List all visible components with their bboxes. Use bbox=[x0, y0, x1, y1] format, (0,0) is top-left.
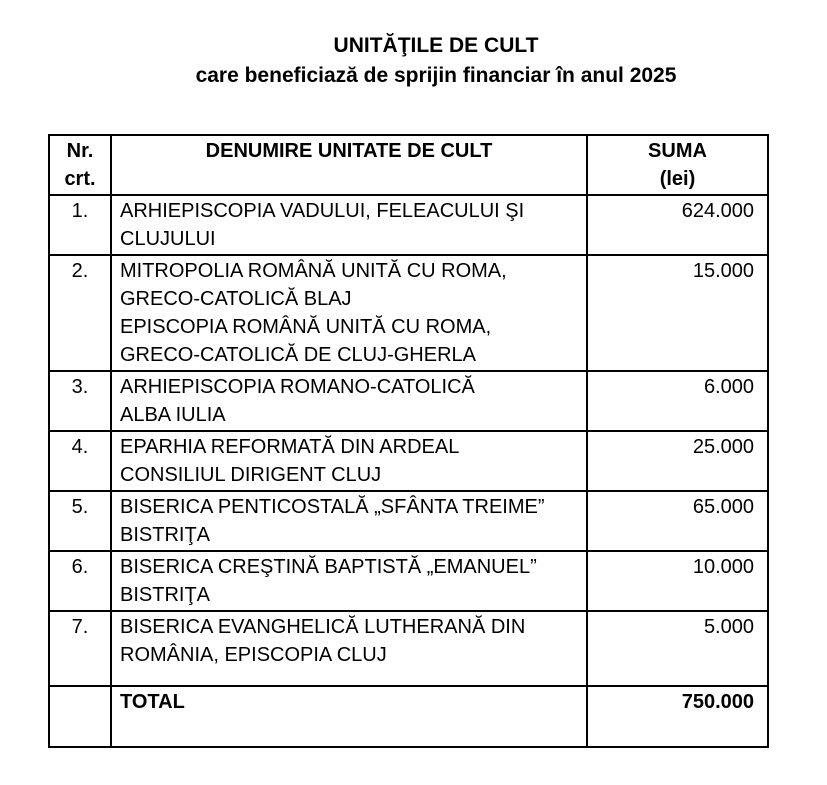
amount-cell: 624.000 bbox=[587, 195, 768, 255]
row-number-cell: 4. bbox=[49, 431, 111, 491]
header-nr-line-2: crt. bbox=[64, 168, 96, 190]
unit-name-line: ARHIEPISCOPIA VADULUI, FELEACULUI ŞI bbox=[120, 200, 525, 222]
table-row bbox=[49, 371, 768, 431]
amount-cell: 10.000 bbox=[587, 551, 768, 611]
unit-name-cell bbox=[111, 491, 587, 551]
unit-name-cell bbox=[111, 195, 587, 255]
unit-name-line: BISERICA PENTICOSTALĂ „SFÂNTA TREIME” bbox=[120, 496, 545, 518]
row-number-cell: 7. bbox=[49, 611, 111, 686]
unit-name-line: GRECO-CATOLICĂ BLAJ bbox=[120, 288, 352, 310]
title-line-1: UNITĂŢILE DE CULT bbox=[333, 34, 539, 57]
table-row bbox=[49, 491, 768, 551]
table-row bbox=[49, 611, 768, 686]
unit-name-line: GRECO-CATOLICĂ DE CLUJ-GHERLA bbox=[120, 344, 476, 366]
unit-name-line: BISERICA EVANGHELICĂ LUTHERANĂ DIN bbox=[120, 616, 526, 638]
row-number-cell: 5. bbox=[49, 491, 111, 551]
unit-name-line: ARHIEPISCOPIA ROMANO-CATOLICĂ bbox=[120, 376, 475, 398]
unit-name-line: ROMÂNIA, EPISCOPIA CLUJ bbox=[120, 644, 387, 666]
header-nr-crt bbox=[49, 135, 111, 195]
cult-units-table bbox=[48, 134, 769, 748]
unit-name-line: MITROPOLIA ROMÂNĂ UNITĂ CU ROMA, bbox=[120, 260, 507, 282]
unit-name-cell bbox=[111, 551, 587, 611]
unit-name-line: BISTRIŢA bbox=[120, 524, 211, 546]
table-body bbox=[49, 195, 768, 686]
header-nr-line-1: Nr. bbox=[66, 140, 94, 162]
header-suma-line-1: SUMA bbox=[648, 140, 707, 162]
title-line-2: care beneficiază de sprijin financiar în anul 2025 bbox=[195, 64, 677, 87]
unit-name-line: CONSILIUL DIRIGENT CLUJ bbox=[120, 464, 382, 486]
unit-name-line: EPISCOPIA ROMÂNĂ UNITĂ CU ROMA, bbox=[120, 316, 492, 338]
table-header bbox=[49, 135, 768, 195]
header-suma-line-2: (lei) bbox=[659, 168, 696, 190]
unit-name-line: BISERICA CREŞTINĂ BAPTISTĂ „EMANUEL” bbox=[120, 556, 537, 578]
total-row bbox=[49, 686, 768, 747]
amount-cell: 6.000 bbox=[587, 371, 768, 431]
table-footer bbox=[49, 686, 768, 747]
header-row bbox=[49, 135, 768, 195]
header-denumire: DENUMIRE UNITATE DE CULT bbox=[111, 135, 587, 195]
row-number-cell: 6. bbox=[49, 551, 111, 611]
row-number-cell: 2. bbox=[49, 255, 111, 371]
document-title bbox=[45, 31, 827, 91]
unit-name-line: ALBA IULIA bbox=[120, 404, 226, 426]
unit-name-line: CLUJULUI bbox=[120, 228, 216, 250]
row-number-cell: 3. bbox=[49, 371, 111, 431]
unit-name-cell bbox=[111, 371, 587, 431]
table-row bbox=[49, 255, 768, 371]
unit-name-line: EPARHIA REFORMATĂ DIN ARDEAL bbox=[120, 436, 460, 458]
amount-cell: 65.000 bbox=[587, 491, 768, 551]
table-row bbox=[49, 195, 768, 255]
table-row bbox=[49, 551, 768, 611]
amount-cell: 15.000 bbox=[587, 255, 768, 371]
total-label: TOTAL bbox=[111, 686, 587, 747]
total-empty-cell bbox=[49, 686, 111, 747]
row-number-cell: 1. bbox=[49, 195, 111, 255]
total-amount: 750.000 bbox=[587, 686, 768, 747]
amount-cell: 25.000 bbox=[587, 431, 768, 491]
table-row bbox=[49, 431, 768, 491]
amount-cell: 5.000 bbox=[587, 611, 768, 686]
header-suma bbox=[587, 135, 768, 195]
unit-name-line: BISTRIŢA bbox=[120, 584, 211, 606]
unit-name-cell bbox=[111, 255, 587, 371]
unit-name-cell bbox=[111, 611, 587, 686]
unit-name-cell bbox=[111, 431, 587, 491]
